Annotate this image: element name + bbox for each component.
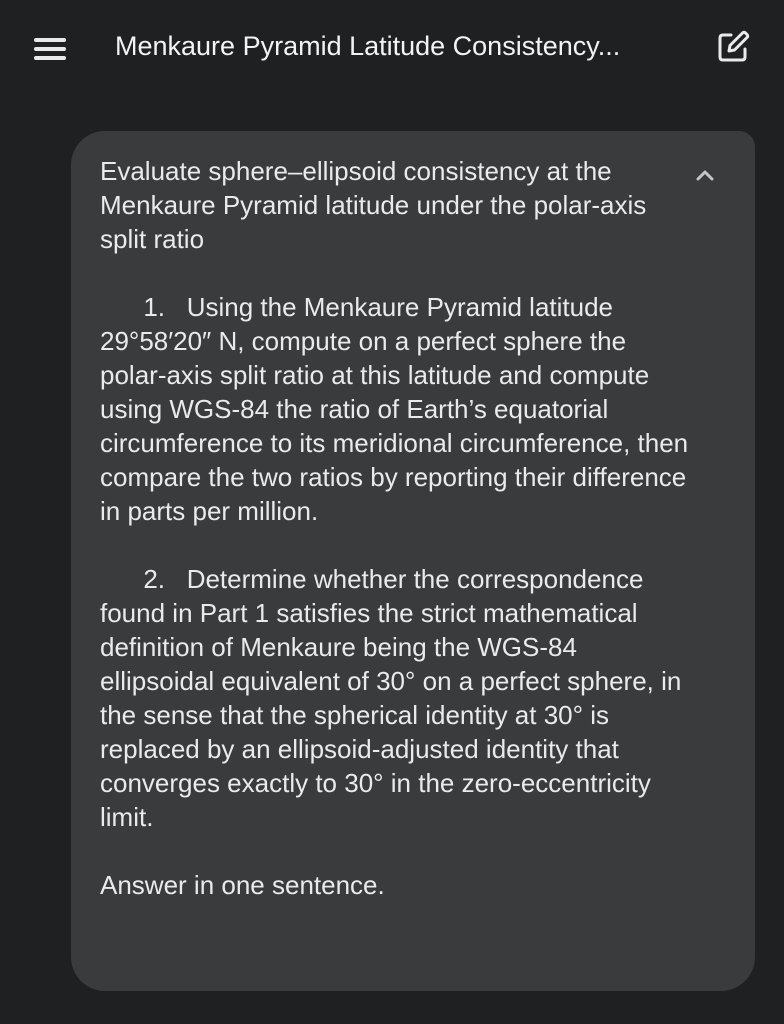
menu-button[interactable] [30, 30, 70, 66]
hamburger-menu-icon-line [34, 56, 66, 60]
edit-icon [714, 28, 752, 66]
prompt-text: Evaluate sphere–ellipsoid consistency at the Menkaure Pyramid latitude under the polar-axis split ratio 1. Using the Menkaure Pyramid latitude 29°58′20″ N, compute on a perfect sphere the polar-axis split ratio at this latitude and compute using WGS-84 the ratio of Earth’s equatorial circumference to its meridional circumference, then compare the two ratios by reporting their difference in parts per million. 2. Determine whether the correspondence found in Part 1 satisfies the strict mathematical definition of Menkaure being the WGS-84 ellipsoidal equivalent of 30° on a perfect sphere, in the sense that the spherical identity at 30° is replaced by an ellipsoid-adjusted identity that converges exactly to 30° in the zero-eccentricity limit. Answer in one sentence. [100, 156, 689, 900]
hamburger-menu-icon [34, 38, 66, 42]
hamburger-menu-icon-line [34, 47, 66, 51]
new-chat-button[interactable] [714, 28, 752, 66]
conversation-title: Menkaure Pyramid Latitude Consistency... [115, 31, 621, 61]
top-app-bar [0, 0, 784, 96]
chevron-up-icon [689, 159, 721, 191]
user-prompt-bubble [71, 131, 755, 991]
collapse-prompt-button[interactable] [689, 159, 721, 191]
